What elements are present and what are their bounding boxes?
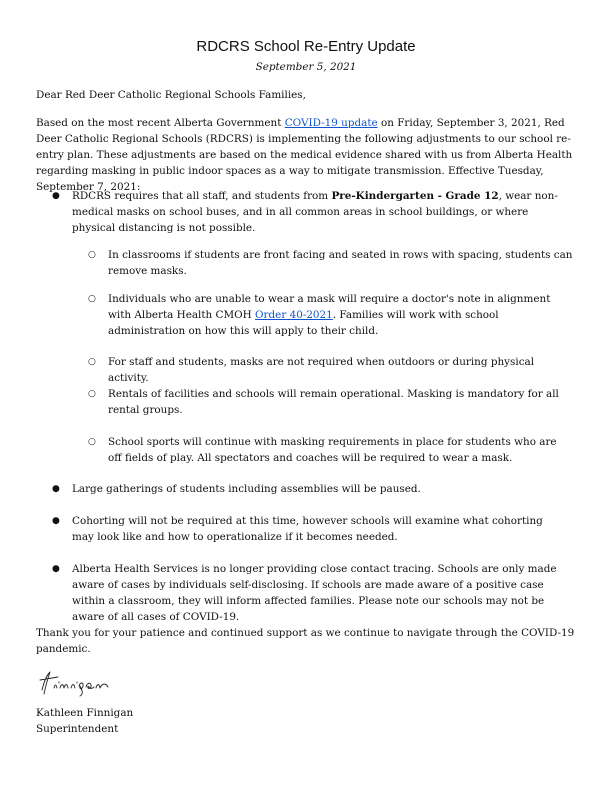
bullet-text-start: RDCRS requires that all staff, and students from	[72, 190, 332, 202]
sub-bullet-icon: ○	[88, 250, 96, 260]
sub-bullet-text: In classrooms if students are front facing and seated in rows with spacing, students can remove masks.	[108, 249, 573, 277]
bullet-text	[72, 188, 567, 236]
intro-paragraph	[36, 115, 581, 195]
bullet-text-end: , wear non-medical masks on school buses, and in all common areas in school buildings, or where physical distancing is not possible.	[72, 190, 558, 234]
greeting: Dear Red Deer Catholic Regional Schools Families,	[36, 89, 306, 101]
bullet-text: Alberta Health Services is no longer providing close contact tracing. Schools are only made aware of cases by individuals self-disclosing. If schools are made aware of a positive case within a classroom, they will inform affected families. Please note our schools may not be aware of all cases of COVID-19.	[72, 563, 557, 623]
signer-title: Superintendent	[36, 723, 119, 735]
bullet-icon: ●	[52, 516, 60, 526]
grade-range: Pre-Kindergarten - Grade 12	[331, 190, 499, 202]
sub-bullet-text: School sports will continue with masking requirements in place for students who are off fields of play. All spectators and coaches will be required to wear a mask.	[108, 436, 557, 464]
closing-paragraph: Thank you for your patience and continued support as we continue to navigate through the COVID-19 pandemic.	[36, 627, 575, 655]
sub-bullet-text-start: Individuals who are unable to wear a mask will require a doctor's note in alignment with Alberta Health CMOH	[108, 293, 551, 321]
signature-image	[36, 668, 116, 698]
sub-bullet-text-end: . Families will work with school administration on how this will apply to their child.	[108, 309, 499, 337]
document-title: RDCRS School Re-Entry Update	[196, 38, 416, 55]
intro-text-end: on Friday, September 3, 2021, Red Deer Catholic Regional Schools (RDCRS) is implementing the following adjustments to our school re-entry plan. These adjustments are based on the medical evidence shared with us from Alberta Health regarding masking in public indoor spaces as a way to mitigate transmission. Effective Tuesday, September 7, 2021:	[36, 117, 573, 193]
sub-bullet-icon: ○	[88, 357, 96, 367]
bullet-text: Cohorting will not be required at this time, however schools will examine what cohorting may look like and how to operationalize if it becomes needed.	[72, 515, 543, 543]
signer-name: Kathleen Finnigan	[36, 707, 134, 719]
intro-text-start: Based on the most recent Alberta Government	[36, 117, 285, 129]
sub-bullet-text: For staff and students, masks are not required when outdoors or during physical activity.	[108, 356, 535, 384]
bullet-text: Large gatherings of students including assemblies will be paused.	[72, 483, 421, 495]
bullet-icon: ●	[52, 484, 60, 494]
bullet-icon: ●	[52, 191, 60, 201]
sub-bullet-icon: ○	[88, 294, 96, 304]
sub-bullet-text	[108, 291, 573, 339]
sub-bullet-icon: ○	[88, 437, 96, 447]
sub-bullet-text: Rentals of facilities and schools will remain operational. Masking is mandatory for all rental groups.	[108, 388, 559, 416]
bullet-icon: ●	[52, 564, 60, 574]
sub-bullet-icon: ○	[88, 389, 96, 399]
order-40-2021-link[interactable]: Order 40-2021	[255, 309, 333, 321]
document-date: September 5, 2021	[255, 61, 357, 73]
covid-update-link[interactable]: COVID-19 update	[284, 117, 378, 129]
